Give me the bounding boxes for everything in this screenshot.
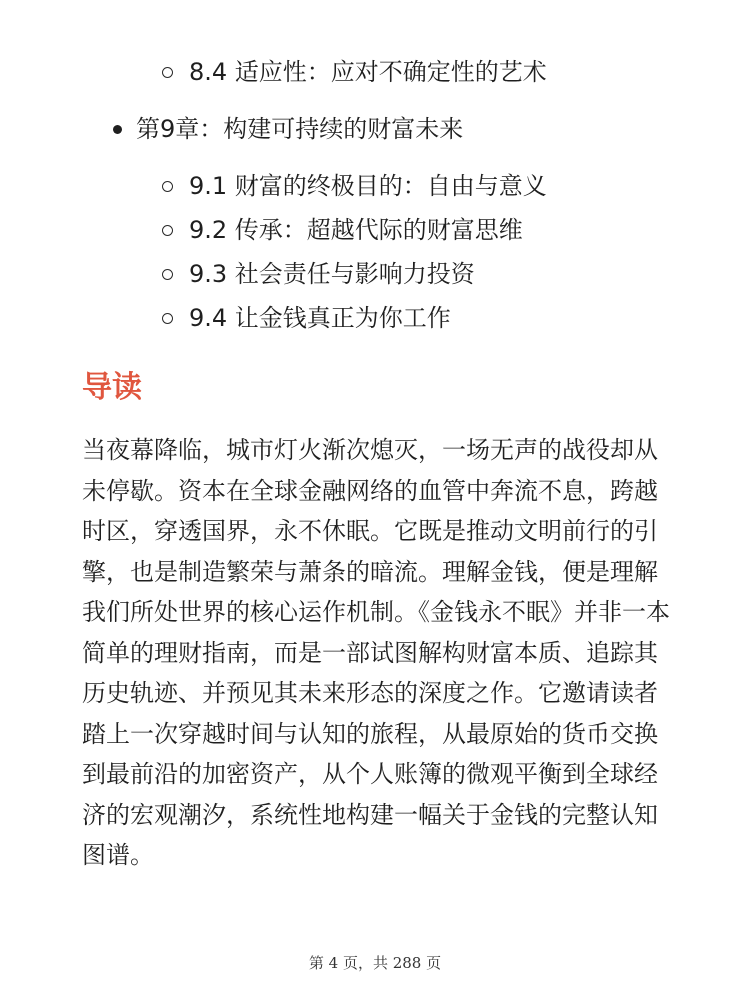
toc-item-9-1 (162, 170, 547, 202)
toc-item-label: 第9章：构建可持续的财富未来 (136, 115, 464, 143)
toc-item-chapter-9 (113, 113, 463, 145)
hollow-bullet-icon (162, 181, 173, 192)
hollow-bullet-icon (162, 313, 173, 324)
hollow-bullet-icon (162, 225, 173, 236)
intro-paragraph: 当夜幕降临，城市灯火渐次熄灭，一场无声的战役却从未停歇。资本在全球金融网络的血管中奔流不息，跨越时区，穿透国界，永不休眠。它既是推动文明前行的引擎，也是制造繁荣与萧条的暗流。理解金钱，便是理解我们所处世界的核心运作机制。《金钱永不眠》并非一本简单的理财指南，而是一部试图解构财富本质、追踪其历史轨迹、并预见其未来形态的深度之作。它邀请读者踏上一次穿越时间与认知的旅程，从最原始的货币交换到最前沿的加密资产，从个人账簿的微观平衡到全球经济的宏观潮汐，系统性地构建一幅关于金钱的完整认知图谱。 (82, 436, 670, 869)
toc-item-8-4 (162, 56, 547, 88)
toc-item-label: 9.4 让金钱真正为你工作 (189, 304, 451, 332)
toc-item-label: 8.4 适应性：应对不确定性的艺术 (189, 58, 547, 86)
solid-bullet-icon (113, 125, 122, 134)
page-number: 第 4 页，共 288 页 (308, 954, 442, 972)
hollow-bullet-icon (162, 67, 173, 78)
toc-item-label: 9.1 财富的终极目的：自由与意义 (189, 172, 547, 200)
toc-item-9-2 (162, 214, 523, 246)
toc-item-9-3 (162, 258, 475, 290)
toc-item-label: 9.2 传承：超越代际的财富思维 (189, 216, 523, 244)
section-heading: 导读 (82, 370, 142, 405)
toc-item-label: 9.3 社会责任与影响力投资 (189, 260, 475, 288)
hollow-bullet-icon (162, 269, 173, 280)
toc-item-9-4 (162, 302, 451, 334)
